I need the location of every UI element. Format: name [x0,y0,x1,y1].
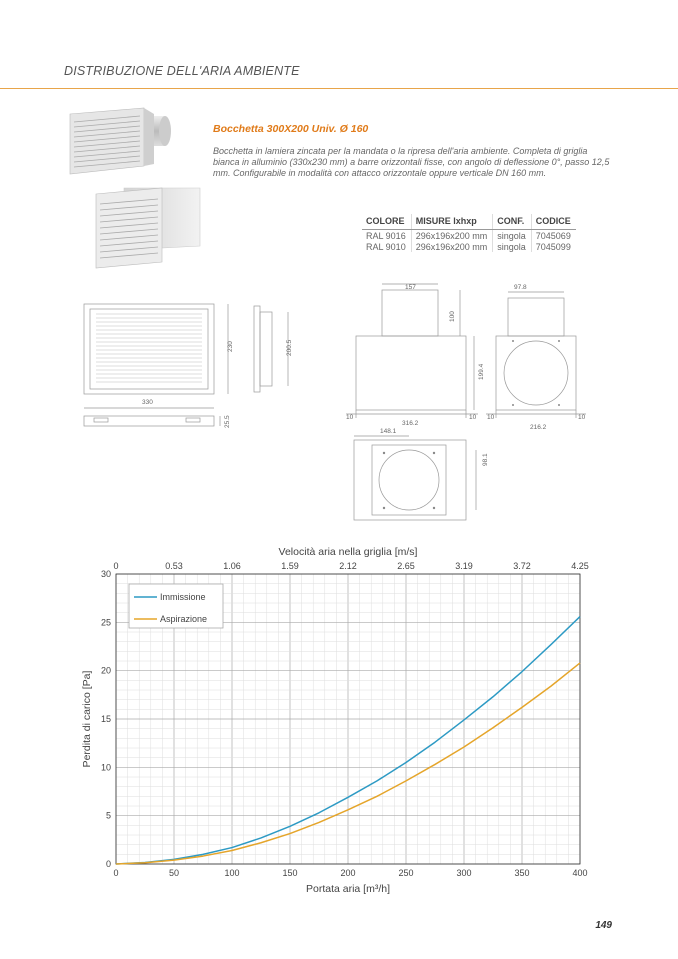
cell-colore: RAL 9016 [366,231,406,241]
x2-tick-label: 2.65 [397,561,415,571]
header-conf: CONF. [493,214,532,230]
chart-legend [129,584,223,628]
dim-front-height: 230 [227,341,234,352]
x-tick-label: 250 [398,868,414,878]
chart-top-axis-label: Velocità aria nella griglia [m/s] [278,546,418,558]
x-tick-label: 200 [340,868,356,878]
x-tick-label: 150 [282,868,298,878]
x-tick-label: 400 [572,868,588,878]
y-tick-label: 25 [100,617,111,628]
spec-table [362,214,576,252]
cell-codice: 7045069 [531,230,576,242]
cell-misure: 296x196x200 mm [411,241,493,252]
x-tick-label: 0 [113,868,119,878]
dim-box-height: 199.4 [478,363,485,380]
cell-conf: singola [493,230,532,242]
cell-codice: 7045099 [531,241,576,252]
dim-box-spigot: 100 [449,311,456,322]
x2-tick-label: 1.59 [281,561,299,571]
header-misure: MISURE lxhxp [411,214,493,230]
chart-y-axis-label: Perdita di carico [Pa] [81,670,93,768]
x-tick-label: 50 [168,868,180,878]
y-tick-label: 20 [100,665,111,676]
product-photo [62,104,212,272]
x2-tick-label: 0 [113,561,119,571]
dim-side-flange-left: 10 [487,414,495,421]
x2-tick-label: 3.19 [455,561,473,571]
dim-top-offset: 148.1 [380,428,397,435]
y-tick-label: 30 [100,569,111,579]
dim-top-height: 98.1 [482,453,489,466]
header-colore: COLORE [362,214,411,230]
spec-table-header [362,214,576,230]
y-tick-label: 10 [100,762,111,773]
x2-tick-label: 3.72 [513,561,531,571]
x-tick-label: 350 [514,868,530,878]
dim-side-total: 216.2 [530,424,547,431]
page-number: 149 [595,920,612,931]
dim-front-width: 330 [142,399,153,406]
legend-label-aspirazione: Aspirazione [160,614,208,624]
dim-side-depth: 97.8 [514,284,527,291]
front-view-outline [84,304,214,394]
x-tick-label: 300 [456,868,472,878]
dim-box-width: 157 [405,284,416,291]
cell-misure: 296x196x200 mm [411,230,493,242]
section-title: DISTRIBUZIONE DELL'ARIA AMBIENTE [64,64,300,78]
y-tick-label: 5 [105,810,111,821]
x2-tick-label: 1.06 [223,561,241,571]
dim-box-flange-left: 10 [346,414,354,421]
dim-side-flange-right: 10 [578,414,586,421]
section-divider [0,88,678,89]
header-codice: CODICE [531,214,576,230]
cell-colore: RAL 9010 [366,242,406,252]
product-description: Bocchetta in lamiera zincata per la mandata o la ripresa dell'aria ambiente. Completa di griglia bianca in alluminio (330x230 mm) a barre orizzontali fisse, con angolo di deflessione 0°, passo 12,5 mm. Configurabile in modalità con attacco orizzontale oppure verticale DN 160 mm. [213,146,610,178]
x2-tick-label: 4.25 [571,561,589,571]
table-row [362,241,576,252]
table-row [362,230,576,242]
product-title: Bocchetta 300X200 Univ. Ø 160 [213,123,369,135]
legend-label-immissione: Immissione [160,592,206,602]
y-tick-label: 15 [100,714,111,724]
y-tick-label: 0 [105,859,111,869]
x2-tick-label: 0.53 [165,561,183,571]
dim-bottom-depth: 25.5 [224,415,231,428]
dim-box-flange-right: 10 [469,414,477,421]
x-tick-label: 100 [224,868,240,878]
dim-box-total: 316.2 [402,420,419,427]
chart-x-axis-label: Portata aria [m³/h] [305,883,391,895]
cell-conf: singola [493,241,532,252]
dim-side-height: 200.5 [286,339,293,356]
x2-tick-label: 2.12 [339,561,357,571]
pressure-drop-chart [0,535,678,905]
